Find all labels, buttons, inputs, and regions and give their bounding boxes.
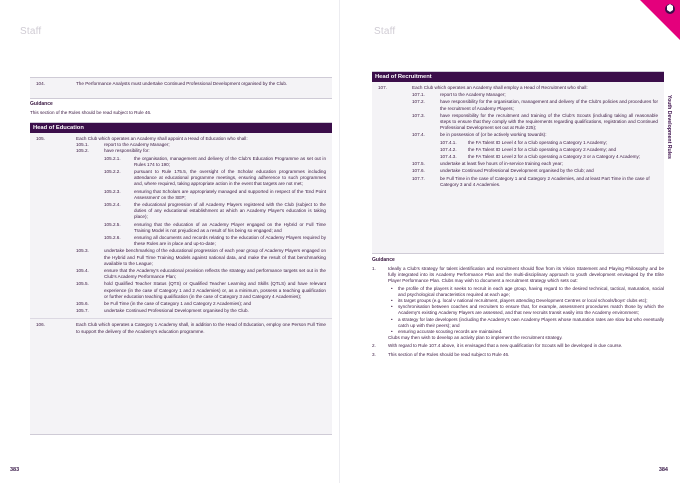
guidance-text: Ideally a Club's strategy for talent identification and recruitment should flow from its Vision Statement and Playing Philosophy and be fully integrated into its Academy Performance Plan and the multi-disciplinary approach to youth development envisaged by the Elite Player Performance Plan. Clubs may wish to document a recruitment strategy which sets out: <box>388 266 664 284</box>
rule-105-2 <box>76 148 326 154</box>
rule-text: report to the Academy Manager; <box>104 142 170 148</box>
rule-107-7 <box>412 176 658 188</box>
rule-number: 107.6. <box>412 168 425 174</box>
rule-105-2-6 <box>104 235 326 247</box>
rule-105-2-4 <box>104 202 326 221</box>
rule-104-box <box>30 77 332 99</box>
rule-number: 104. <box>36 81 45 86</box>
rule-number: 105.6. <box>76 301 89 307</box>
rule-number: 105.2.3. <box>104 188 121 194</box>
rule-107 <box>378 85 658 91</box>
rule-105-2-3 <box>104 189 326 201</box>
guidance-1 <box>372 266 664 285</box>
rule-number: 105.2.5. <box>104 221 121 227</box>
rule-number: 105.2.2. <box>104 169 121 175</box>
guidance-number: 3. <box>372 351 376 357</box>
rule-number: 107.4.1. <box>440 139 457 145</box>
section-side-tab: Youth Development Rules <box>666 95 672 159</box>
rule-number: 107.3. <box>412 112 425 118</box>
bullet-item: • ensuring accurate scouting records are maintained. <box>398 329 664 335</box>
rule-107-4-1 <box>440 140 658 146</box>
rule-text: report to the Academy Manager; <box>440 92 506 98</box>
rule-text: have responsibility for the organisation, management and delivery of the Club's policies and procedures for the recruitment of Academy Players; <box>440 99 658 111</box>
bullet-item: • the profile of the players it seeks to recruit in each age group, having regard to the desired technical, tactical, maturation, social and psychological characteristics required at each age; <box>398 286 664 298</box>
guidance-text: This section of the Rules should be read subject to Rule 46. <box>30 110 152 115</box>
rule-text: be Full Time (in the case of Category 1 and Category 2 Academies); and <box>104 301 252 307</box>
guidance-3 <box>372 352 664 358</box>
rule-107-4-3 <box>440 154 658 160</box>
guidance-text: With regard to Rule 107.4 above, it is envisaged that a new qualification for Scouts will be developed in due course. <box>388 343 623 349</box>
box-title: Head of Recruitment <box>372 72 664 82</box>
rule-105-2-5 <box>104 222 326 234</box>
rule-105-2-1 <box>104 156 326 168</box>
rule-text: Each Club which operates an Academy shall appoint a Head of Education who shall: <box>76 136 248 141</box>
rule-number: 105. <box>36 136 45 141</box>
rule-text: ensure that the Academy's educational provision reflects the strategy and performance targets set out in the Club's Academy Performance Plan; <box>104 268 326 280</box>
rule-107-5 <box>412 161 658 167</box>
rule-text: the educational progression of all Academy Players registered with the Club (subject to the duties of any educational establishment at which an Academy Player's education is taking place); <box>134 202 326 220</box>
guidance-2 <box>372 343 664 349</box>
rule-text: Each Club which operates a Category 1 Academy shall, in addition to the Head of Education, employ one Person Full Time to support the delivery of the Academy's education programme. <box>76 322 326 334</box>
bullet-item: • synchronisation between coaches and recruiters to ensure that, for example, assessment procedures match those by which the Academy's existing Academy Players are assessed, and that new recruits transit easily into the Academy environment; <box>398 304 664 316</box>
rule-text: have responsibility for: <box>104 148 150 154</box>
rule-number: 107.5. <box>412 161 425 167</box>
rule-text: The Performance Analysts must undertake Continued Professional Development organised by the Club. <box>76 81 288 86</box>
rule-number: 107.4.2. <box>440 146 457 152</box>
rule-105-2-2 <box>104 169 326 188</box>
rule-number: 105.1. <box>76 142 89 148</box>
rule-number: 105.5. <box>76 281 89 287</box>
left-section-heading: Staff <box>20 26 42 37</box>
rule-107-4 <box>412 132 658 138</box>
rule-number: 105.3. <box>76 248 89 254</box>
rule-107-1 <box>412 92 658 98</box>
head-of-recruitment-box <box>372 71 664 254</box>
rule-text: ensuring that Scholars are appropriately managed and supported in respect of the 'End Point Assessment' on the SEP; <box>134 188 326 200</box>
rule-105-4 <box>76 268 326 280</box>
rule-105-7 <box>76 308 326 314</box>
bullet-item: • its target groups (e.g. local v national recruitment, players attending Development Centres or local schools/boys' clubs etc); <box>398 298 664 304</box>
page-number-left: 383 <box>10 467 20 473</box>
rule-text: be Full Time in the case of Category 1 and Category 2 Academies, and at least Part Time in the case of Category 3 and 4 Academies. <box>440 175 650 187</box>
rule-104 <box>36 81 326 87</box>
head-of-education-box <box>30 122 332 435</box>
rule-106 <box>36 322 326 334</box>
rule-text: the FA Talent ID Level 4 for a Club operating a Category 1 Academy; <box>468 139 608 145</box>
rule-107-6 <box>412 168 658 174</box>
rule-number: 107.7. <box>412 175 425 181</box>
rule-number: 107.1. <box>412 92 425 98</box>
rule-text: ensuring all documents and records relating to the education of Academy Players required by these Rules are in place and up-to-date; <box>134 235 326 247</box>
guidance-bullet-list <box>388 286 664 336</box>
rule-number: 105.4. <box>76 268 89 274</box>
rule-text: the FA Talent ID Level 3 for a Club operating a Category 2 Academy; and <box>468 146 617 152</box>
rule-text: pursuant to Rule 175.5, the oversight of the Scholar education programmes including attendance at educational programme meetings, ensuring adherence to such programmes and, where required, taking appropriate action in the event that targets are not met; <box>134 169 326 187</box>
rule-number: 105.2.4. <box>104 202 121 208</box>
rule-number: 106. <box>36 322 45 328</box>
rule-107-4-2 <box>440 147 658 153</box>
guidance-number: 1. <box>372 266 376 271</box>
divider <box>30 318 332 319</box>
rule-text: undertake at least five hours of in-service training each year; <box>440 161 563 167</box>
rule-number: 105.2.1. <box>104 155 121 161</box>
box-title: Head of Education <box>30 123 332 133</box>
rule-number: 107.4.3. <box>440 154 457 160</box>
rule-105-3 <box>76 248 326 267</box>
rule-107-2 <box>412 99 658 111</box>
guidance-1-after: Clubs may then wish to develop an activity plan to implement the recruitment strategy. <box>388 335 563 341</box>
rule-number: 105.2. <box>76 148 89 154</box>
page-number-right: 384 <box>658 467 668 473</box>
rule-107-3 <box>412 113 658 132</box>
rule-number: 107. <box>378 85 387 90</box>
rule-text: undertake benchmarking of the educational progression of each year group of Academy Players engaged on the Hybrid and Full Time Training Models against national data, and make the result of that benchmarking available to the League; <box>104 248 326 266</box>
rule-text: Each Club which operates an Academy shall employ a Head of Recruitment who shall: <box>412 85 588 90</box>
rule-text: have responsibility for the recruitment and training of the Club's Scouts (including taking all reasonable steps to ensure that they comply with the requirements regarding qualifications, registration and Continued Professional Development set out at Rule 225); <box>440 112 658 131</box>
right-section-heading: Staff <box>374 26 396 37</box>
guidance-text: This section of the Rules should be read subject to Rule 46. <box>388 351 510 357</box>
rule-105-5 <box>76 281 326 300</box>
guidance-body <box>372 266 664 358</box>
rule-number: 107.2. <box>412 99 425 105</box>
rule-number: 105.2.6. <box>104 235 121 241</box>
guidance-number: 2. <box>372 343 376 349</box>
rule-105-6 <box>76 301 326 307</box>
rule-text: the FA Talent ID Level 2 for a Club operating a Category 3 or a Category 4 Academy; <box>468 154 641 160</box>
premier-league-lion-icon <box>640 0 680 40</box>
rule-text: be in possession of (or be actively working towards): <box>440 132 547 138</box>
rule-number: 107.4. <box>412 132 425 138</box>
right-page <box>340 0 680 483</box>
guidance-title: Guidance <box>30 101 53 107</box>
rule-text: hold Qualified Teacher Status (QTS) or Qualified Teacher Learning and Skills (QTLS) and have relevant experience (in the case of Category 1 and 2 Academies) or, as a minimum, possess a teaching qualification or further education teaching qualification (in the case of Category 3 and Category 4 Academies); <box>104 281 326 299</box>
rule-text: undertake Continued Professional Development organised by the Club; and <box>440 168 594 174</box>
bullet-item: • a strategy for late developers (including the Academy's own Academy Players whose maturation rates are slow but who eventually catch up with their peers); and <box>398 317 664 329</box>
guidance-title: Guidance <box>372 257 395 263</box>
rule-text: undertake Continued Professional Development organised by the Club. <box>104 308 249 314</box>
rule-text: ensuring that the education of an Academy Player engaged on the Hybrid or Full Time Training Model is not prejudiced as a result of his being so engaged; and <box>134 221 326 233</box>
rule-number: 105.7. <box>76 308 89 314</box>
rule-text: the organisation, management and delivery of the Club's Education Programme as set out in Rules 174 to 190; <box>134 155 326 167</box>
